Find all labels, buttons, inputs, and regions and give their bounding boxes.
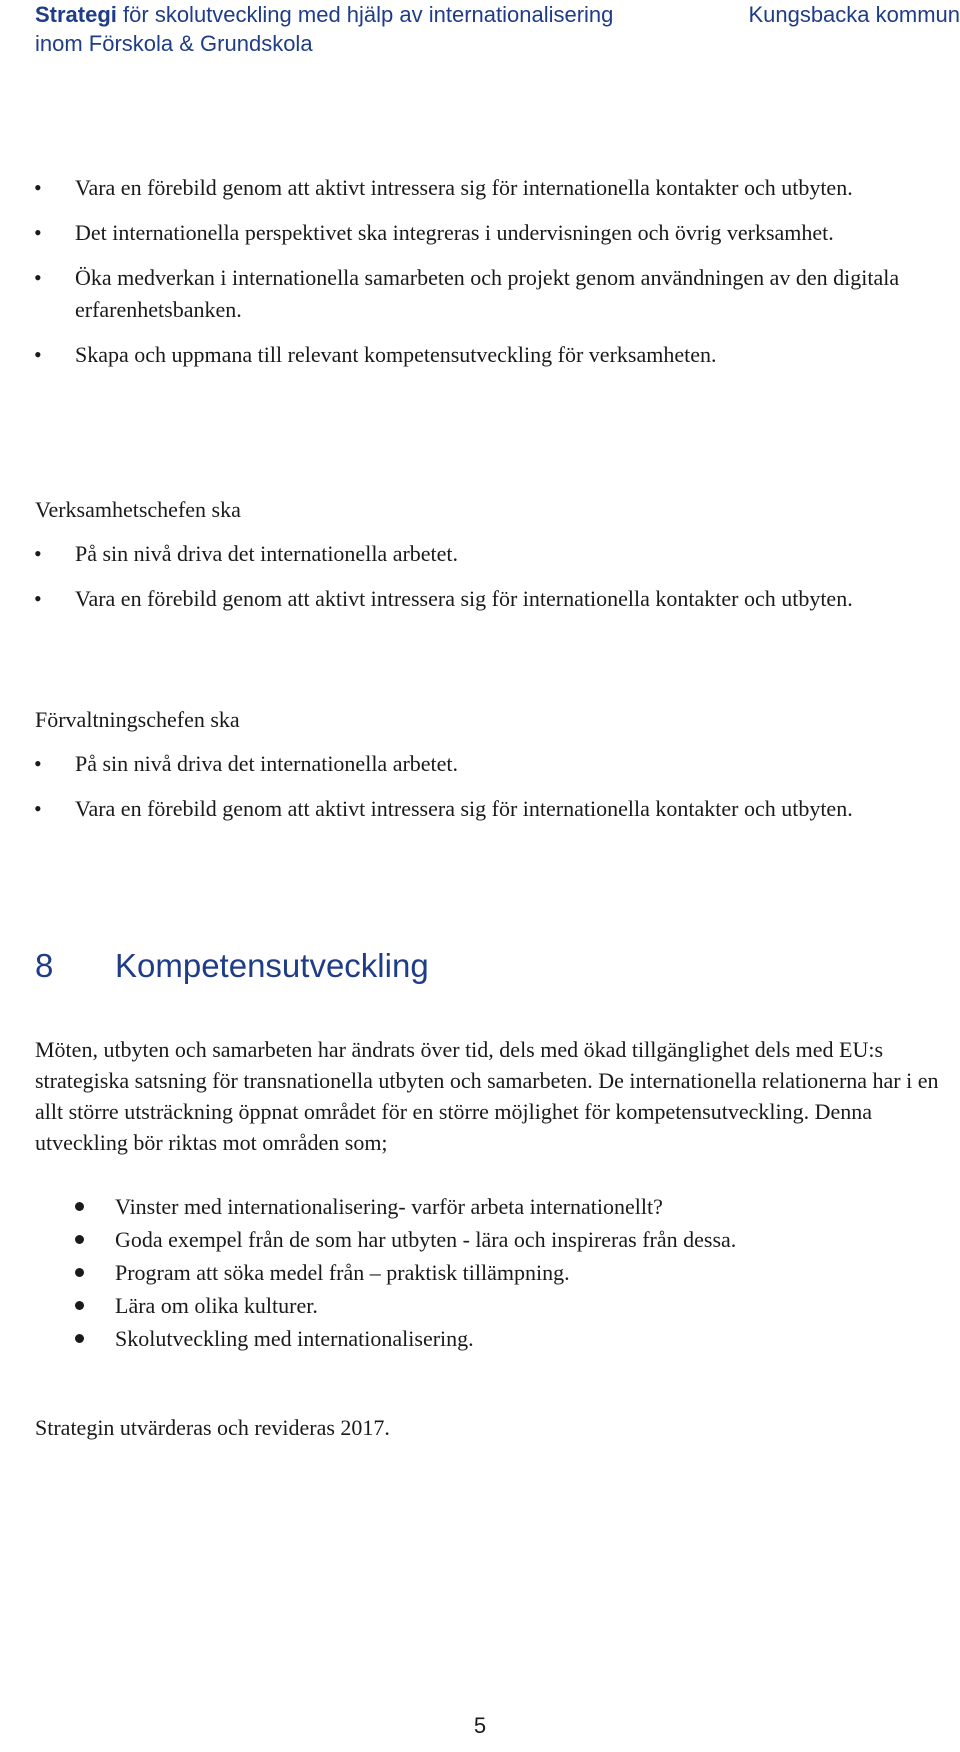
list-item: [0, 1256, 940, 1289]
list-item-text: Lära om olika kulturer.: [115, 1293, 318, 1318]
section-body: Möten, utbyten och samarbeten har ändrats över tid, dels med ökad tillgänglighet dels med EU:s strategiska satsning för transnationella utbyten och samarbeten. De internationella relationerna har i en allt större utsträckning öppnat området för en större möjlighet för kompetensutveckling. Denna utveckling bör riktas mot områden som;: [35, 1037, 939, 1155]
list-item-text: Öka medverkan i internationella samarbeten och projekt genom användningen av den digitala erfarenhetsbanken.: [75, 265, 900, 322]
header-title-line2: inom Förskola & Grundskola: [35, 31, 313, 56]
header-title-rest: för skolutveckling med hjälp av internationalisering: [116, 2, 614, 27]
header-organization: Kungsbacka kommun: [748, 2, 960, 27]
list-item: [0, 1190, 940, 1223]
section-number: 8: [35, 947, 54, 984]
verksamhetschef-list-block: [0, 538, 940, 615]
page-header: [35, 0, 960, 60]
forvaltningschef-list-block: [0, 748, 940, 825]
closing-statement: Strategin utvärderas och revideras 2017.: [35, 1415, 390, 1440]
list-item-text: Program att söka medel från – praktisk tillämpning.: [115, 1260, 570, 1285]
list-item: [0, 793, 940, 825]
bullet-marker: •: [34, 175, 42, 200]
list-item: [0, 1322, 940, 1355]
bullet-marker: •: [34, 541, 42, 566]
bullet-marker: •: [34, 342, 42, 367]
bullet-dot-icon: [75, 1202, 84, 1211]
list-item: [0, 262, 940, 326]
list-item-text: På sin nivå driva det internationella arbetet.: [75, 751, 459, 776]
bullet-marker: •: [34, 796, 42, 821]
top-bullet-list-block: [0, 172, 940, 371]
list-item-text: Det internationella perspektivet ska integreras i undervisningen och övrig verksamhet.: [75, 220, 834, 245]
bullet-marker: •: [34, 751, 42, 776]
list-item-text: Goda exempel från de som har utbyten - lära och inspireras från dessa.: [115, 1227, 737, 1252]
bullet-dot-icon: [75, 1268, 84, 1277]
list-item: [0, 217, 940, 249]
verksamhetschef-list: [0, 538, 940, 615]
section-title: Kompetensutveckling: [115, 947, 429, 984]
list-item: [0, 748, 940, 780]
forvaltningschef-list: [0, 748, 940, 825]
list-item-text: Skapa och uppmana till relevant kompetensutveckling för verksamheten.: [75, 342, 717, 367]
bullet-dot-icon: [75, 1334, 84, 1343]
list-item: [0, 583, 940, 615]
list-item-text: Skolutveckling med internationalisering.: [115, 1326, 474, 1351]
verksamhetschef-heading: Verksamhetschefen ska: [35, 497, 241, 522]
page-number: 5: [473, 1713, 487, 1738]
list-item: [0, 1223, 940, 1256]
header-title: [35, 0, 675, 58]
section-heading: [35, 946, 429, 986]
list-item: [0, 339, 940, 371]
bullet-marker: •: [34, 265, 42, 290]
list-item: [0, 538, 940, 570]
list-item-text: Vara en förebild genom att aktivt intressera sig för internationella kontakter och utbyten.: [75, 796, 853, 821]
list-item: [0, 172, 940, 204]
topic-list: [0, 1190, 940, 1355]
top-bullet-list: [0, 172, 940, 371]
bullet-marker: •: [34, 586, 42, 611]
bullet-dot-icon: [75, 1235, 84, 1244]
list-item-text: På sin nivå driva det internationella arbetet.: [75, 541, 459, 566]
forvaltningschef-heading: Förvaltningschefen ska: [35, 707, 240, 732]
bullet-dot-icon: [75, 1301, 84, 1310]
bullet-marker: •: [34, 220, 42, 245]
list-item-text: Vara en förebild genom att aktivt intressera sig för internationella kontakter och utbyten.: [75, 586, 853, 611]
list-item: [0, 1289, 940, 1322]
list-item-text: Vinster med internationalisering- varför arbeta internationellt?: [115, 1194, 663, 1219]
header-title-bold: Strategi: [35, 2, 117, 27]
list-item-text: Vara en förebild genom att aktivt intressera sig för internationella kontakter och utbyten.: [75, 175, 853, 200]
